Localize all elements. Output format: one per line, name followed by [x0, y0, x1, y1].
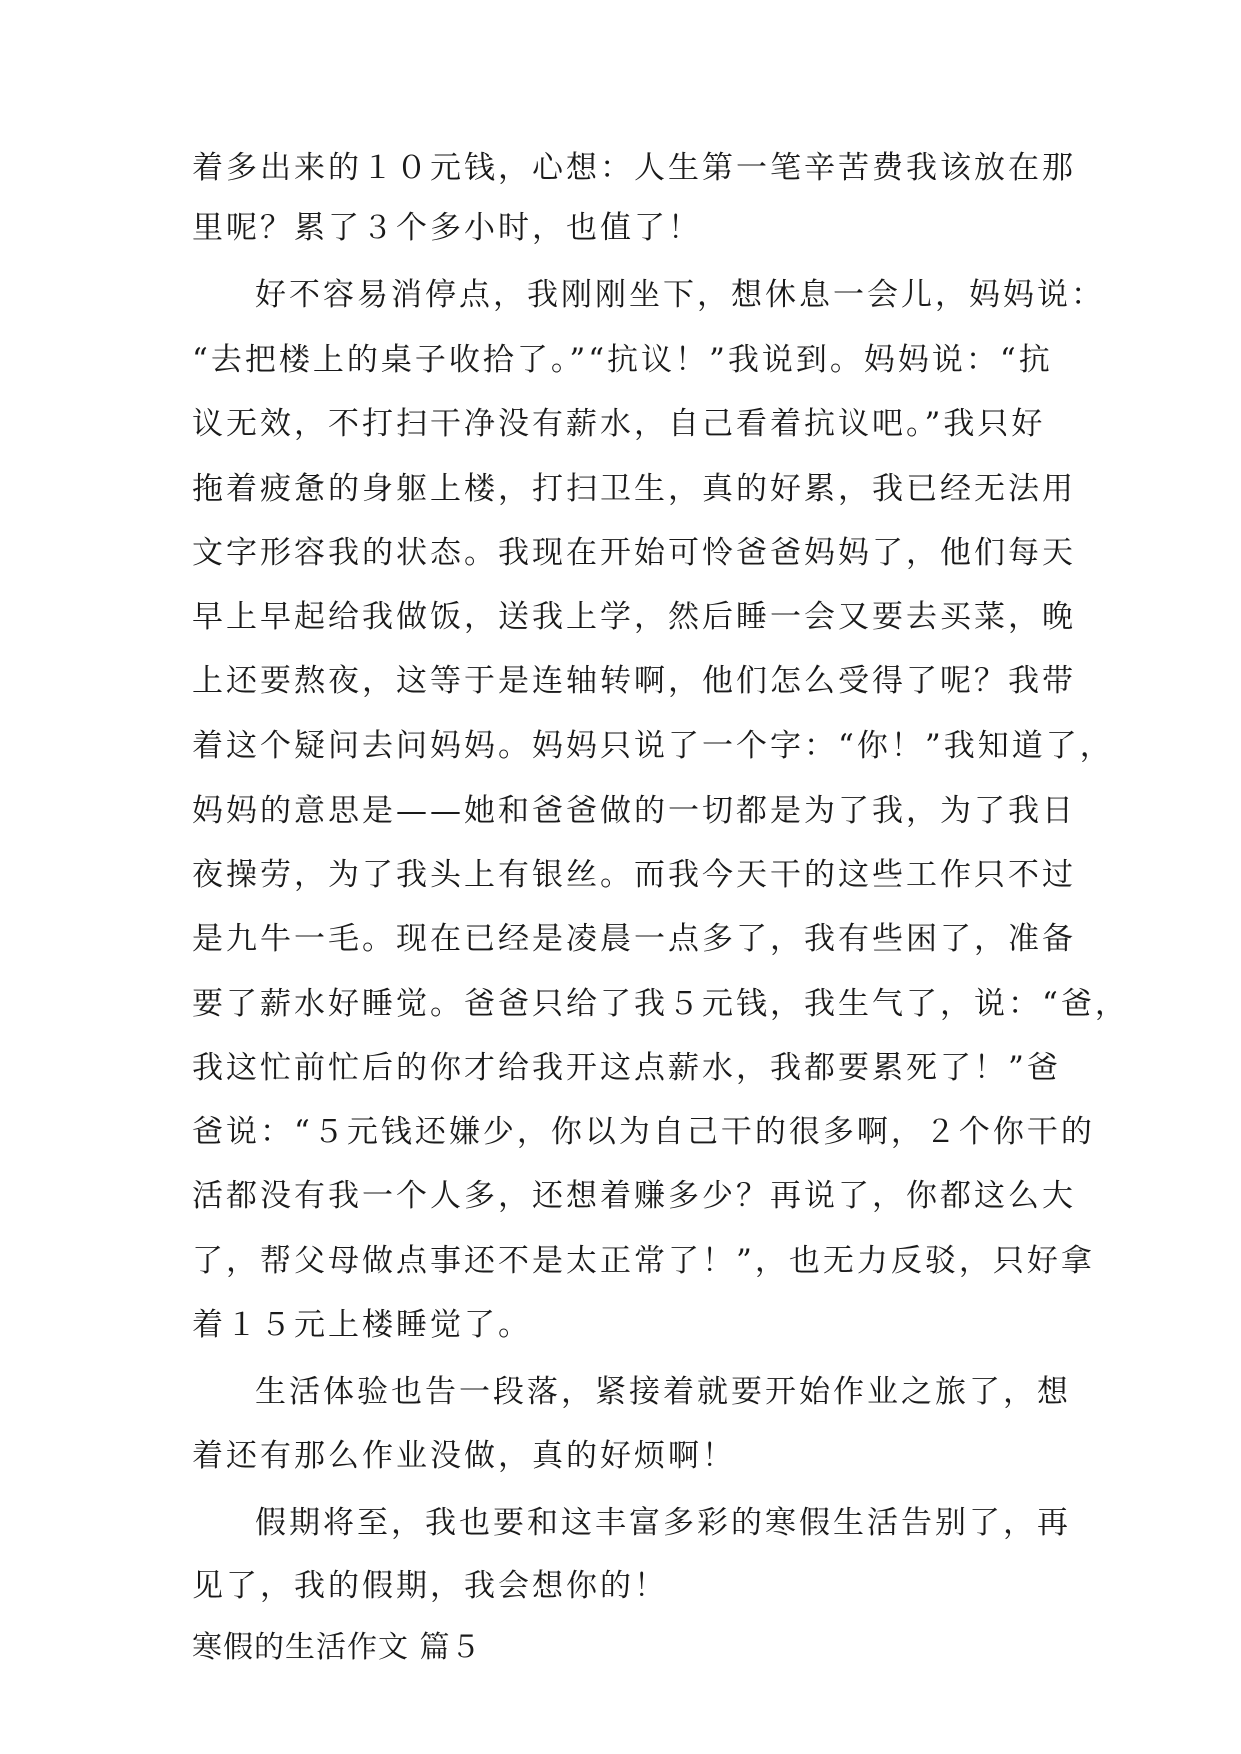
text-line: 我这忙前忙后的你才给我开这点薪水，我都要累死了！”爸 [192, 1050, 1061, 1086]
text-line: “去把楼上的桌子收拾了。”“抗议！”我说到。妈妈说：“抗 [192, 342, 1053, 378]
text-line: 早上早起给我做饭，送我上学，然后睡一会又要去买菜，晚 [192, 599, 1076, 635]
text-line: 夜操劳，为了我头上有银丝。而我今天干的这些工作只不过 [192, 857, 1076, 893]
section-heading: 寒假的生活作文 篇５ [192, 1630, 482, 1665]
text-line: 着多出来的１０元钱，心想：人生第一笔辛苦费我该放在那 [192, 150, 1076, 186]
text-line: 了，帮父母做点事还不是太正常了！”，也无力反驳，只好拿 [192, 1243, 1095, 1279]
text-line: 上还要熬夜，这等于是连轴转啊，他们怎么受得了呢？我带 [192, 663, 1076, 699]
text-line: 是九牛一毛。现在已经是凌晨一点多了，我有些困了，准备 [192, 921, 1076, 957]
paragraph-first-line: 假期将至，我也要和这丰富多彩的寒假生活告别了，再 [255, 1505, 1071, 1541]
text-line: 着这个疑问去问妈妈。妈妈只说了一个字：“你！”我知道了， [192, 728, 1114, 764]
text-line: 妈妈的意思是——她和爸爸做的一切都是为了我，为了我日 [192, 793, 1076, 829]
text-line: 议无效，不打扫干净没有薪水，自己看着抗议吧。”我只好 [192, 406, 1046, 442]
text-line: 见了，我的假期，我会想你的！ [192, 1568, 668, 1604]
text-line: 文字形容我的状态。我现在开始可怜爸爸妈妈了，他们每天 [192, 535, 1076, 571]
text-line: 爸说：“５元钱还嫌少，你以为自己干的很多啊，２个你干的 [192, 1114, 1095, 1150]
paragraph-first-line: 生活体验也告一段落，紧接着就要开始作业之旅了，想 [255, 1374, 1071, 1410]
text-line: 活都没有我一个人多，还想着赚多少？再说了，你都这么大 [192, 1178, 1076, 1214]
text-line: 要了薪水好睡觉。爸爸只给了我５元钱，我生气了，说：“爸， [192, 986, 1129, 1022]
text-line: 着还有那么作业没做，真的好烦啊！ [192, 1438, 736, 1474]
text-line: 里呢？累了３个多小时，也值了！ [192, 210, 702, 246]
text-line: 拖着疲惫的身躯上楼，打扫卫生，真的好累，我已经无法用 [192, 471, 1076, 507]
paragraph-first-line: 好不容易消停点，我刚刚坐下，想休息一会儿，妈妈说： [255, 277, 1105, 313]
text-line: 着１５元上楼睡觉了。 [192, 1307, 532, 1343]
